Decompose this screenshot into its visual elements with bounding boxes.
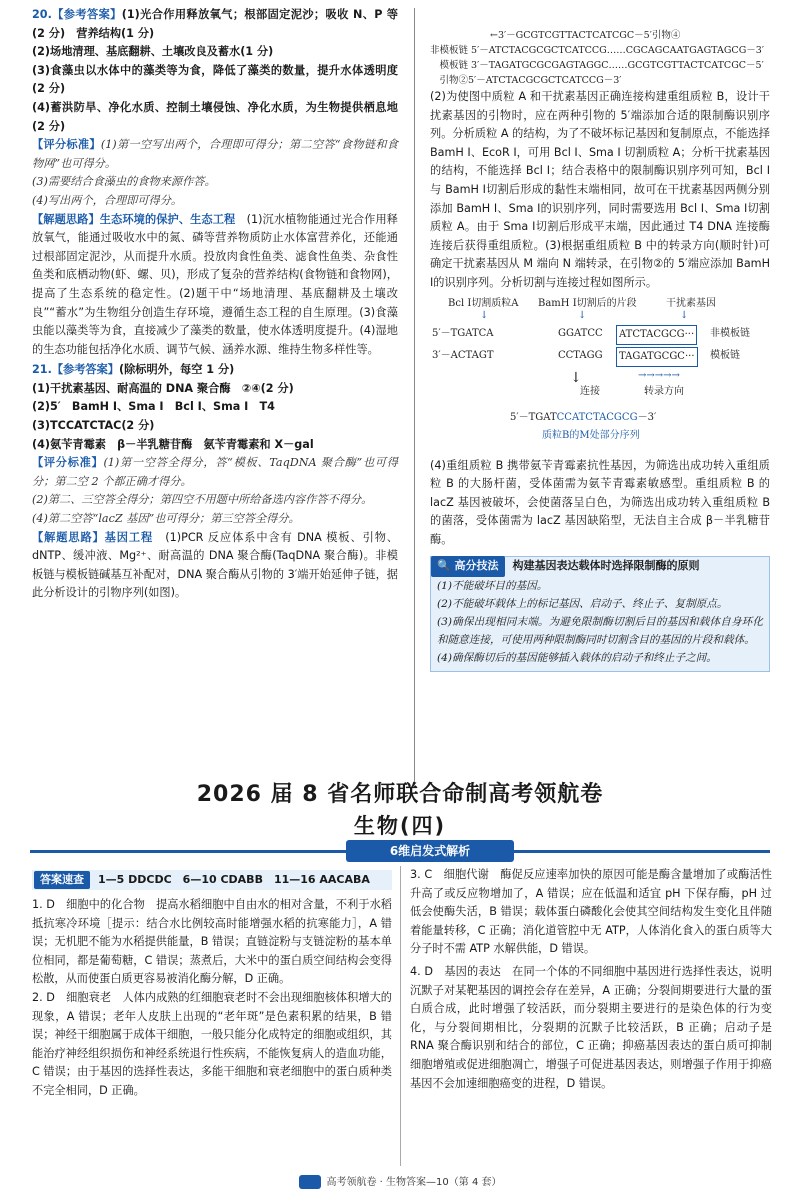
- ligation-label: 连接: [580, 385, 600, 397]
- publisher-logo-icon: [299, 1175, 321, 1189]
- diagram-label-gene: 干扰素基因: [666, 297, 716, 309]
- tip-badge: 🔍 高分技法: [431, 556, 505, 577]
- transcription-direction-label: 转录方向: [644, 385, 684, 397]
- exam-title: 2026 届 8 省名师联合命制高考领航卷: [196, 782, 604, 807]
- cut-arrow-icon-2: ↓: [578, 309, 587, 321]
- section-banner: [30, 840, 770, 862]
- tip-item-3: (3)确保出现相同末端。为避免限制酶切割后目的基因和载体自身环化和随意连接，可使用两种限制酶同时切割含目的基因的片段和载体。: [437, 615, 763, 646]
- primer-sequence-4: 引物②5′－ATCTACGCGCTCATCCG－3′: [430, 75, 622, 86]
- q21-answer-4: (4)氨苄青霉素 β－半乳糖苷酶 氨苄青霉素和 X－gal: [32, 437, 314, 451]
- q3-solution: 3. C 细胞代谢 酶促反应速率加快的原因可能是酶含量增加了或酶活性升高了或反应物增加了，A 错误；应在低温和适宜 pH 下保存酶，pH 过低会使酶失活，B 错误；载体蛋白磷酸化会使其空间结构发生变化且伴随着能量转移，C 正确；消化道管腔中无 ATP，人体消化食入的蛋白质等大分子时不需 ATP 水解供能，D 错误。: [410, 868, 772, 956]
- banner-label: 6维启发式解析: [346, 840, 514, 862]
- q21-answer-header: 21.【参考答案】(除标明外，每空 1 分): [32, 363, 235, 377]
- result-sequence: 5′－TGATCCATCTACGCG－3′: [510, 411, 657, 423]
- q2-solution: 2. D 细胞衰老 人体内成熟的红细胞衰老时不会出现细胞核体积增大的现象，A 错误；老年人皮肤上出现的“老年斑”是色素积累的结果，B 错误；神经干细胞属于成体干细胞，一般只能分化成特定的细胞或组织，其能治疗神经组织损伤和神经系统退行性疾病，不能恢复病人的造血功能，C 错误；由于基因的选择性表达，多能干细胞和衰老细胞中的蛋白质种类不完全相同，D 正确。: [32, 990, 392, 1097]
- q4-solution: 4. D 基因的表达 在同一个体的不同细胞中基因进行选择性表达，说明沉默子对某靶基因的调控会存在差异，A 正确；分裂间期要进行大量的蛋白质合成，此时增强了较活跃，而分裂期主要进行的是染色体的行为变化，与分裂间期相比，分裂期的沉默子比较活跃，B 正确；启动子是 RNA 聚合酶识别和结合的部位，C 正确；抑癌基因表达的蛋白质可抑制细胞增殖或促进细胞凋亡，增强子可促进基因表达，则增强子作用于抑癌基因不会加速细胞癌变的进程，D 错误。: [410, 964, 772, 1090]
- q20-answer-2: (2)场地清理、基底翻耕、土壤改良及蓄水(1 分): [32, 45, 274, 59]
- q21-answer-1: (1)干扰素基因、耐高温的 DNA 聚合酶 ②④(2 分): [32, 381, 294, 395]
- q20-criteria-3: (3)需要结合食藻虫的食物来源作答。: [32, 175, 216, 189]
- column-divider: [414, 8, 415, 783]
- bottom-column-divider: [400, 866, 401, 1166]
- subject-title: 生物(四): [353, 814, 447, 838]
- q21-criteria: 【评分标准】(1)第一空答全得分，答“模板、TaqDNA 聚合酶”也可得分；第二空 2 个都正确才得分。: [32, 456, 398, 488]
- tip-header: [431, 557, 769, 577]
- strand-label-template: 模板链: [710, 349, 740, 361]
- primer-sequence-2: 非模板链 5′－ATCTACGCGCTCATCCG……CGCAGCAATGAGTAGCG－3′: [430, 45, 764, 56]
- right-column: [430, 6, 770, 672]
- answer-key-values: 1—5 DDCDC 6—10 CDABB 11—16 AACABA: [98, 872, 370, 886]
- tip-item-4: (4)确保酶切后的基因能够插入载体的启动子和终止子之间。: [437, 651, 717, 664]
- tip-box: [430, 556, 770, 672]
- page-footer: 高考领航卷 · 生物答案—10（第 4 套）: [0, 1174, 800, 1193]
- strand-bottom-mid: CCTAGG: [558, 349, 603, 361]
- q20-criteria: 【评分标准】(1)第一空写出两个，合理即可得分；第二空答“食物链和食物网”也可得分。: [32, 138, 398, 170]
- tip-title: 构建基因表达载体时选择限制酶的原则: [512, 559, 700, 573]
- q21-analysis-2: (2)为使图中质粒 A 和干扰素基因正确连接构建重组质粒 B，设计干扰素基因的引物时，应在两种引物的 5′端添加合适的限制酶识别序列。分析质粒 A 的结构，为了不破坏标记基因和复制原点，不能选择 BamH Ⅰ、EcoR Ⅰ，可用 Bcl Ⅰ、Sma Ⅰ 切割质粒 A；分析干扰素基因的结构，不能选择 Bcl Ⅰ；结合表格中的限制酶识别序列可知，Bcl Ⅰ与 BamH Ⅰ切割后形成的黏性末端相同，故可在干扰素基因两侧分别添加 BamH Ⅰ、Sma Ⅰ的识别序列，同时需要选用 Bcl Ⅰ、Sma Ⅰ切割质粒 A。由于 Sma Ⅰ切割后形成平末端，因此通过 T4 DNA 连接酶连接后获得重组质粒。(3)根据重组质粒 B 中的转录方向(顺时针)可确定干扰素基因从 M 端向 N 端转录，在引物②的 5′端应添加 BamH Ⅰ的识别序列。分析切割与连接过程如图所示。: [430, 90, 770, 289]
- cut-arrow-icon: ↓: [480, 309, 489, 321]
- result-caption: 质粒B的M处部分序列: [542, 429, 640, 441]
- q21-criteria-4: (4)第二空答“lacZ 基因”也可得分；第三空答全得分。: [32, 512, 300, 526]
- strand-top-gene: ATCTACGCG···: [616, 325, 697, 346]
- q20-criteria-4: (4)写出两个，合理即可得分。: [32, 193, 183, 207]
- down-arrow-icon: ↓: [570, 369, 582, 386]
- q21-criteria-2: (2)第二、三空答全得分；第四空不用题中所给备选内容作答不得分。: [32, 493, 373, 507]
- strand-top-left: 5′－TGATCA: [432, 327, 494, 339]
- strand-bottom-left: 3′－ACTAGT: [432, 349, 494, 361]
- bottom-left-column: [32, 870, 392, 1101]
- answer-key-bar: [32, 870, 392, 890]
- q21-answer-3: (3)TCCATCTAC(2 分): [32, 419, 155, 433]
- q21-answer-2: (2)5′ BamH Ⅰ、Sma Ⅰ Bcl Ⅰ、Sma Ⅰ T4: [32, 400, 275, 414]
- tip-item-1: (1)不能破坏目的基因。: [437, 579, 548, 592]
- q20-analysis: 【解题思路】生态环境的保护、生态工程 (1)沉水植物能通过光合作用释放氧气，能通过吸收水中的氮、磷等营养物质防止水体富营养化，还能通过根部固定泥沙，从而提升水质。投放肉食性鱼类、滤食性鱼类、杂食性鱼类和底栖动物(虾、螺、贝)，形成了复杂的营养结构(食物链和食物网)，提高了生态系统的稳定性。(2)题干中“场地清理、基底翻耕及土壤改良”“蓄水”为生物组分创造生存环境，遵循生态工程的自生原理。(3)食藻虫能以藻类等为食，直接减少了藻类的数量，使水体透明度提升。(4)湿地的生态功能包括净化水质、调节气候、涵养水源、维持生物多样性等。: [32, 212, 398, 356]
- left-column: [32, 6, 398, 603]
- answer-key-badge: 答案速查: [34, 871, 90, 889]
- strand-bottom-gene: TAGATGCGC···: [616, 347, 698, 368]
- diagram-label-bcl: Bcl Ⅰ切割质粒A: [448, 297, 519, 309]
- q21-analysis-3: (4)重组质粒 B 携带氨苄青霉素抗性基因，为筛选出成功转入重组质粒 B 的大肠杆菌，受体菌需为氨苄青霉素敏感型。重组质粒 B 的 lacZ 基因被破坏，会使菌落呈白色，为筛选出成功转入重组质粒 B 的菌落，受体菌需为 lacZ 基因缺陷型，无法自主合成 β－半乳糖苷酶。: [430, 458, 770, 546]
- q20-answer-3: (3)食藻虫以水体中的藻类等为食，降低了藻类的数量，提升水体透明度(2 分): [32, 63, 398, 96]
- right-arrow-icon: →→→→→: [638, 369, 680, 381]
- tip-item-2: (2)不能破坏载体上的标记基因、启动子、终止子、复制原点。: [437, 597, 728, 610]
- q20-answer-4: (4)蓄洪防旱、净化水质、控制土壤侵蚀、净化水质，为生物提供栖息地(2 分): [32, 100, 398, 133]
- ligation-diagram: [430, 295, 770, 455]
- q20-answer-1: 20.【参考答案】(1)光合作用释放氧气；根部固定泥沙；吸收 N、P 等(2 分) 营养结构(1 分): [32, 8, 398, 40]
- primer-sequence-3: 模板链 3′－TAGATGCGCGAGTAGGC……GCGTCGTTACTCATCGC－5′: [430, 60, 764, 71]
- cut-arrow-icon-3: ↓: [680, 309, 689, 321]
- strand-label-nontemplate: 非模板链: [710, 327, 750, 339]
- diagram-label-bamh: BamH Ⅰ切割后的片段: [538, 297, 637, 309]
- strand-top-mid: GGATCC: [558, 327, 603, 339]
- q21-analysis: 【解题思路】基因工程 (1)PCR 反应体系中含有 DNA 模板、引物、dNTP、缓冲液、Mg²⁺、耐高温的 DNA 聚合酶(TaqDNA 聚合酶)。非模板链与模板链碱基互补配对，DNA 聚合酶从引物的 3′端开始延伸子链，据此分析设计的引物序列(如图)。: [32, 530, 398, 600]
- bottom-right-column: [410, 866, 772, 1093]
- primer-sequence-1: ←3′－GCGTCGTTACTCATCGC－5′引物④: [490, 30, 681, 41]
- q1-solution: 1. D 细胞中的化合物 提高水稻细胞中自由水的相对含量，不利于水稻抵抗寒冷环境［提示：结合水比例较高时能增强水稻的抗寒能力］，A 错误；无机肥不能为水稻提供能量，B 错误；直链淀粉与支链淀粉的基本单位相同，都是葡萄糖，C 错误；蒸煮后，大米中的蛋白质空间结构会变得松散，从而使蛋白质更容易被消化酶分解，D 正确。: [32, 898, 392, 986]
